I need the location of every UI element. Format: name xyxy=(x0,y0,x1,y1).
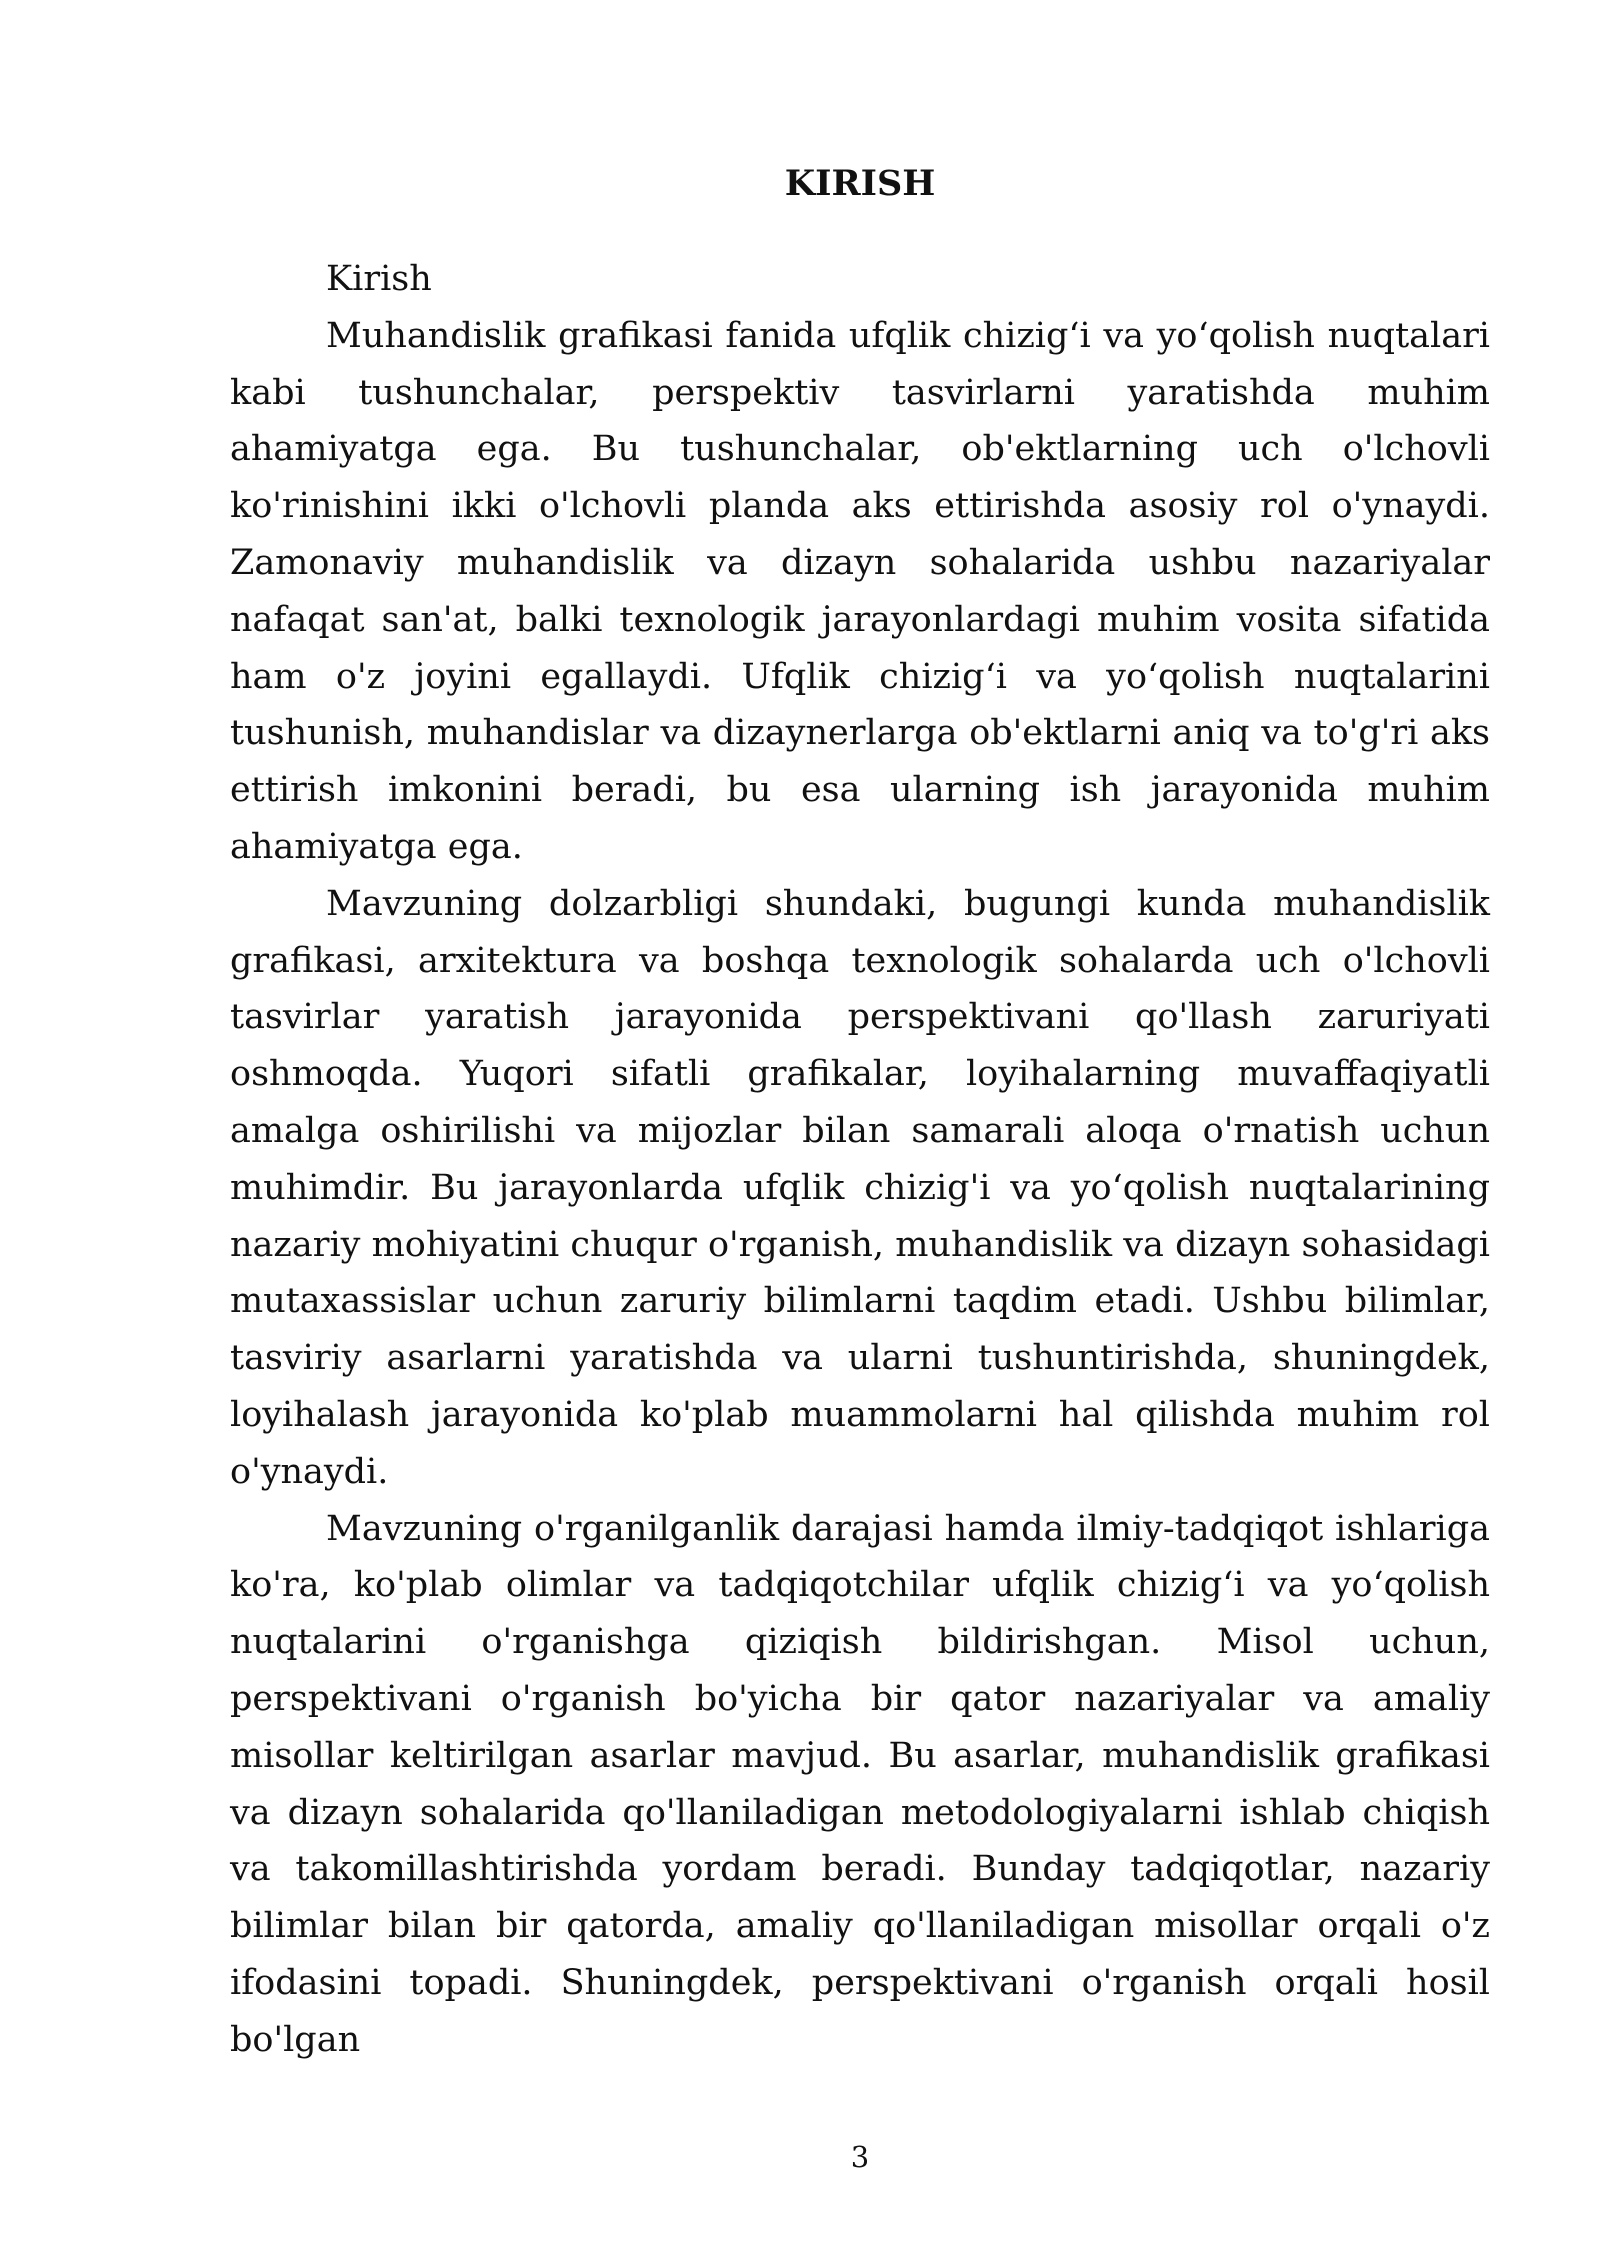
paragraph-intro-label: Kirish xyxy=(326,259,432,299)
paragraph-introduction: Muhandislik grafikasi fanida ufqlik chizig‘i va yo‘qolish nuqtalari kabi tushunchalar, perspektiv tasvirlarni yaratishda muhim ahamiyatga ega. Bu tushunchalar, ob'ektlarning uch o'lchovli ko'rinishini ikki o'lchovli planda aks ettirishda asosiy rol o'ynaydi. Zamonaviy muhandislik va dizayn sohalarida ushbu nazariyalar nafaqat san'at, balki texnologik jarayonlardagi muhim vosita sifatida ham o'z joyini egallaydi. Ufqlik chizig‘i va yo‘qolish nuqtalarini tushunish, muhandislar va dizaynerlarga ob'ektlarni aniq va to'g'ri aks ettirish imkonini beradi, bu esa ularning ish jarayonida muhim ahamiyatga ega. xyxy=(230,315,1490,867)
paragraph-research-level: Mavzuning o'rganilganlik darajasi hamda ilmiy-tadqiqot ishlariga ko'ra, ko'plab olimlar va tadqiqotchilar ufqlik chizig‘i va yo‘qolish nuqtalarini o'rganishga qiziqish bildirishgan. Misol uchun, perspektivani o'rganish bo'yicha bir qator nazariyalar va amaliy misollar keltirilgan asarlar mavjud. Bu asarlar, muhandislik grafikasi va dizayn sohalarida qo'llaniladigan metodologiyalarni ishlab chiqish va takomillashtirishda yordam beradi. Bunday tadqiqotlar, nazariy bilimlar bilan bir qatorda, amaliy qo'llaniladigan misollar orqali o'z ifodasini topadi. Shuningdek, perspektivani o'rganish orqali hosil bo'lgan xyxy=(230,1508,1490,2060)
page-number: 3 xyxy=(850,2140,870,2174)
section-heading: KIRISH xyxy=(784,163,936,204)
body-text xyxy=(230,251,1490,2069)
paragraph-relevance: Mavzuning dolzarbligi shundaki, bugungi kunda muhandislik grafikasi, arxitektura va boshqa texnologik sohalarda uch o'lchovli tasvirlar yaratish jarayonida perspektivani qo'llash zaruriyati oshmoqda. Yuqori sifatli grafikalar, loyihalarning muvaffaqiyatli amalga oshirilishi va mijozlar bilan samarali aloqa o'rnatish uchun muhimdir. Bu jarayonlarda ufqlik chizig'i va yo‘qolish nuqtalarining nazariy mohiyatini chuqur o'rganish, muhandislik va dizayn sohasidagi mutaxassislar uchun zaruriy bilimlarni taqdim etadi. Ushbu bilimlar, tasviriy asarlarni yaratishda va ularni tushuntirishda, shuningdek, loyihalash jarayonida ko'plab muammolarni hal qilishda muhim rol o'ynaydi. xyxy=(230,883,1490,1492)
